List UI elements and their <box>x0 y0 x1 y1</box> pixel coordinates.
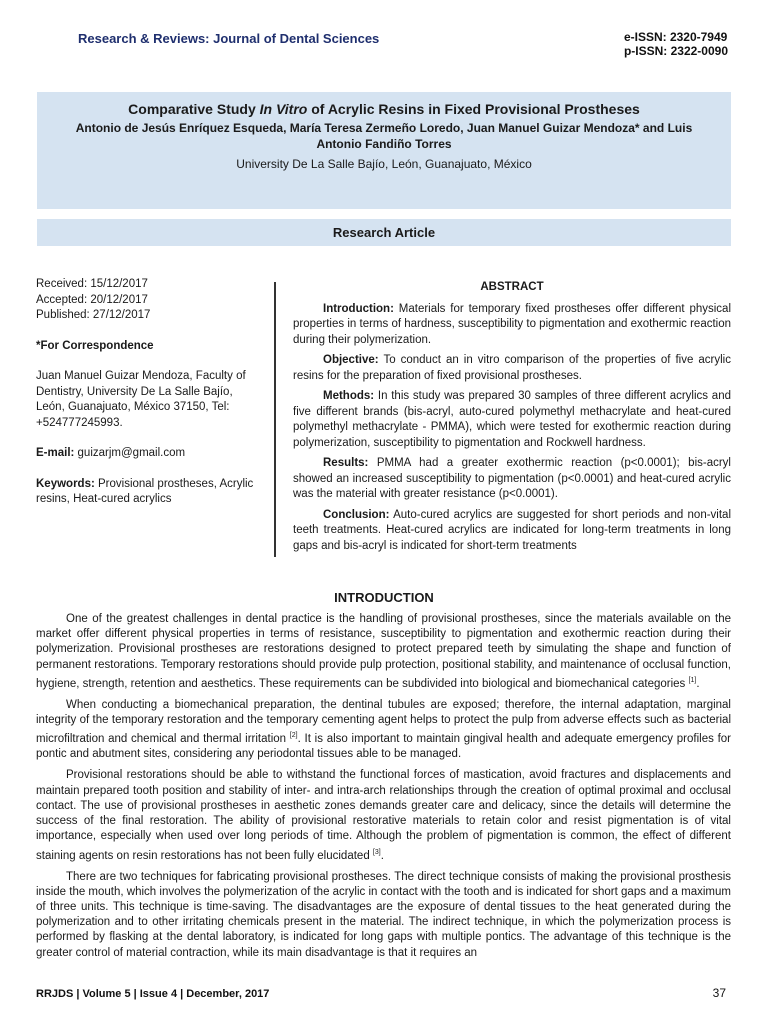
article-info-sidebar <box>36 277 264 508</box>
correspondence-text: Juan Manuel Guizar Mendoza, Faculty of Dentistry, University De La Salle Bajío, León, Guanajuato, México 37150, Tel: +524777245993. <box>36 370 246 429</box>
introduction-body <box>36 612 731 967</box>
keywords-line <box>36 477 264 508</box>
page-number: 37 <box>712 986 726 1000</box>
affiliation: University De La Salle Bajío, León, Guanajuato, México <box>236 157 532 171</box>
abstract-conclusion: Conclusion: Auto-cured acrylics are suggested for short periods and non-vital teeth treatments. Heat-cured acrylics are indicated for long-term treatments in long gaps and bis-acryl is indicated for short-term treatments <box>293 508 731 552</box>
citation-ref[interactable]: [2] <box>289 732 298 740</box>
keywords-value: Provisional prostheses, Acrylic resins, Heat-cured acrylics <box>36 477 254 505</box>
intro-paragraph-3: Provisional restorations should be able to withstand the functional forces of mastication, avoid fractures and displacements and maintain prepared tooth position and stability of inter- and intra-arch relationships through the creation of optimal proximal and occlusal contact. The use of provisional prostheses in aesthetic zones demands greater care and delicacy, since the details will determine the success of the final restoration. The ability of provisional restorative materials to retain color and resist pigmentation is of vital importance, especially when used over long periods of time. Although the problem of pigmentation is common, the effect of different staining agents on resin restorations has not been fully elucidated [3]. <box>36 769 731 862</box>
email-line <box>36 446 264 462</box>
email-label: E-mail: <box>36 447 75 459</box>
received-date: Received: 15/12/2017 <box>36 278 148 290</box>
e-issn: e-ISSN: 2320-7949 <box>623 30 728 44</box>
article-type: Research Article <box>37 219 731 246</box>
intro-paragraph-2: When conducting a biomechanical preparation, the dentinal tubules are exposed; therefore, the internal adaptation, marginal integrity of the temporary restoration and the temporary cementing agent helps to protect the pulp from adverse effects such as bacterial microfiltration and chemical and thermal irritation [2]. It is also important to maintain gingival health and adequate emergency profiles for pontic and abutment sites, considering any periodontal tissues able to be managed. <box>36 698 731 761</box>
abstract-results: Results: PMMA had a greater exothermic reaction (p<0.0001); bis-acryl showed an increased susceptibility to pigmentation (p<0.0001) and heat-cured acrylic was the material with greater resistance (p<0.0001). <box>293 457 731 500</box>
citation-ref[interactable]: [1] <box>688 676 697 684</box>
abstract-objective: Objective: To conduct an in vitro comparison of the properties of five acrylic resins for the preparation of fixed provisional prostheses. <box>293 354 731 382</box>
intro-paragraph-4: There are two techniques for fabricating provisional prostheses. The direct technique consists of making the provisional prosthesis inside the mouth, which involves the polymerization of the acrylic in contact with the tooth and is indicated for short gaps and a maximum of three units. This technique is time-saving. The disadvantages are the exposure of dental tissues to the heat generated during the polymerization and to other irritating chemicals present in the material. The indirect technique, in which the polymerization process is performed by flasking at the dental laboratory, is indicated for long gaps with multiple pontics. The advantage of this technique is the greater control of material contraction, while its main disadvantage is that it requires an <box>36 870 731 959</box>
title-text-italic: In Vitro <box>259 101 308 117</box>
column-divider <box>274 282 276 557</box>
accepted-date: Accepted: 20/12/2017 <box>36 293 148 306</box>
authors: Antonio de Jesús Enríquez Esqueda, María Teresa Zermeño Loredo, Juan Manuel Guizar Mendoza* and Luis Antonio Fandiño Torres <box>75 121 693 151</box>
published-date: Published: 27/12/2017 <box>36 309 151 321</box>
abstract-introduction: Introduction: Materials for temporary fixed prostheses offer different physical properties in terms of hardness, susceptibility to pigmentation and exothermic reaction during their polymerization. <box>293 302 731 346</box>
correspondence-label: *For Correspondence <box>36 339 154 352</box>
title-box <box>37 92 731 209</box>
email-value[interactable]: guizarjm@gmail.com <box>74 447 186 459</box>
abstract-heading: ABSTRACT <box>480 281 544 293</box>
issn-block <box>624 30 728 58</box>
introduction-heading: INTRODUCTION <box>334 590 434 605</box>
p-issn: p-ISSN: 2322-0090 <box>623 44 728 58</box>
intro-paragraph-1: One of the greatest challenges in dental practice is the handling of provisional prostheses, since the materials available on the market offer different physical properties in terms of resistance, susceptibility to pigmentation and exothermic reaction during their polymerization. Provisional prostheses are restorations designed to protect prepared teeth by simulating the shape and function of permanent restorations. Temporary restorations should provide pulp protection, positional stability, and maintenance of occlusal function, hygiene, strength, retention and aesthetics. These requirements can be subdivided into biological and biomechanical categories [1]. <box>36 613 731 690</box>
citation-ref[interactable]: [3] <box>372 848 381 856</box>
journal-name: Research & Reviews: Journal of Dental Sciences <box>78 31 380 46</box>
keywords-label: Keywords: <box>36 477 95 490</box>
footer-citation: RRJDS | Volume 5 | Issue 4 | December, 2017 <box>36 988 270 1000</box>
title-text-post: of Acrylic Resins in Fixed Provisional Prostheses <box>307 101 640 117</box>
title-text-pre: Comparative Study <box>128 101 260 117</box>
abstract <box>293 280 731 559</box>
article-title <box>37 101 731 118</box>
abstract-methods: Methods: In this study was prepared 30 samples of three different acrylics and five different brands (bis-acryl, auto-cured polymethyl methacrylate and heat-cured polymethyl methacrylate - PMMA), which were tested for exothermic reaction during polymerization, susceptibility to pigmentation and Rockwell hardness. <box>293 390 731 449</box>
